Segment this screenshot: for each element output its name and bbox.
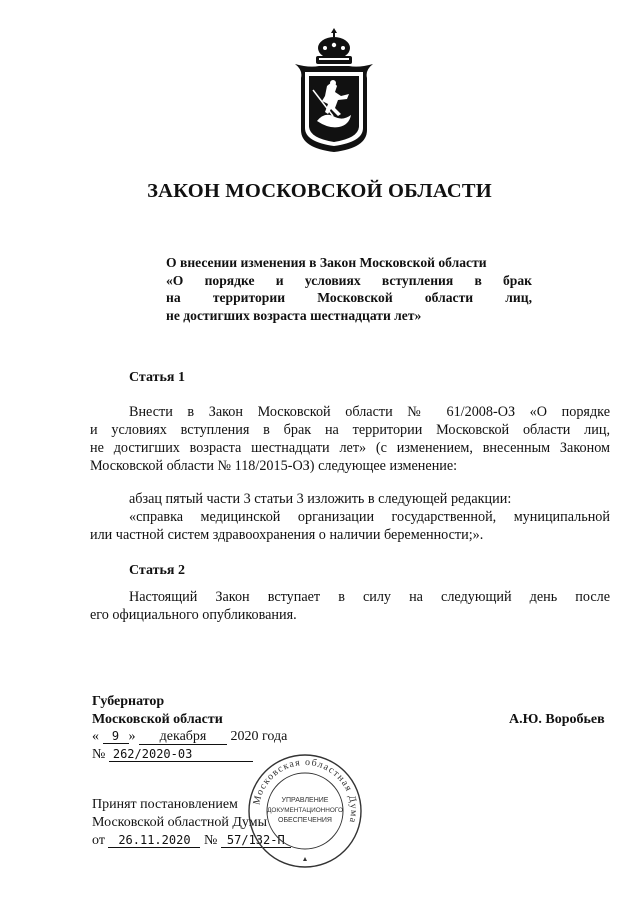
paragraph-line: и условиях вступления в брак на территории Московской области лиц, — [90, 422, 610, 438]
law-number — [92, 746, 253, 764]
subject-line: не достигших возраста шестнадцати лет» — [166, 307, 422, 323]
date-day: 9 — [103, 729, 129, 744]
number-label: № — [92, 747, 106, 762]
stamp-center-line: УПРАВЛЕНИЕ — [281, 797, 329, 804]
adoption-line: Московской областной Думы — [92, 815, 267, 830]
stamp-center-line: ДОКУМЕНТАЦИОННОГО — [267, 807, 343, 814]
paragraph-line: или частной систем здравоохранения о наличии беременности;». — [90, 527, 484, 543]
adoption-number: 57/132-П — [221, 833, 291, 848]
signatory-name: А.Ю. Воробьев — [509, 712, 605, 727]
coat-of-arms-emblem — [289, 26, 379, 154]
article-2-paragraph-1 — [90, 588, 610, 624]
paragraph-line: не достигших возраста шестнадцати лет» (с изменением, внесенным Законом — [90, 440, 610, 456]
law-subject — [166, 254, 532, 324]
article-1-paragraph-2: абзац пятый части 3 статьи 3 изложить в следующей редакции: — [129, 491, 512, 507]
paragraph-line: Московской области № 118/2015-ОЗ) следующее изменение: — [90, 458, 458, 474]
adoption-date: 26.11.2020 — [108, 833, 200, 848]
number-value: 262/2020-03 — [109, 747, 253, 762]
subject-line: О внесении изменения в Закон Московской области — [166, 255, 487, 270]
signing-date — [92, 728, 287, 746]
adoption-number-label: № — [203, 833, 218, 848]
from-label: от — [92, 833, 105, 848]
paragraph-line: Внести в Закон Московской области № 61/2008-ОЗ «О порядке — [129, 404, 610, 420]
law-title: ЗАКОН МОСКОВСКОЙ ОБЛАСТИ — [147, 180, 492, 202]
signatory-position — [92, 693, 223, 729]
adoption-line: Принят постановлением — [92, 797, 238, 812]
article-1-paragraph-3 — [90, 508, 610, 544]
position-line: Московской области — [92, 712, 223, 727]
quote-open: « — [92, 729, 99, 744]
position-line: Губернатор — [92, 694, 165, 709]
subject-line: «О порядке и условиях вступления в брак — [166, 272, 532, 288]
paragraph-line: «справка медицинской организации государственной, муниципальной — [129, 509, 610, 525]
stamp-center-line: ОБЕСПЕЧЕНИЯ — [278, 817, 332, 824]
date-year: 2020 года — [230, 729, 288, 744]
official-stamp — [246, 752, 364, 870]
date-month: декабря — [139, 730, 227, 745]
quote-close: » — [128, 729, 136, 744]
stamp-ring-text: Московская областная Дума — [251, 756, 360, 825]
subject-line: на территории Московской области лиц, — [166, 290, 532, 305]
article-1-paragraph-1 — [90, 403, 610, 475]
paragraph-line: Настоящий Закон вступает в силу на следующий день после — [129, 589, 610, 605]
article-1-heading: Статья 1 — [129, 370, 185, 385]
article-2-heading: Статья 2 — [129, 563, 185, 578]
paragraph-line: его официального опубликования. — [90, 607, 297, 623]
